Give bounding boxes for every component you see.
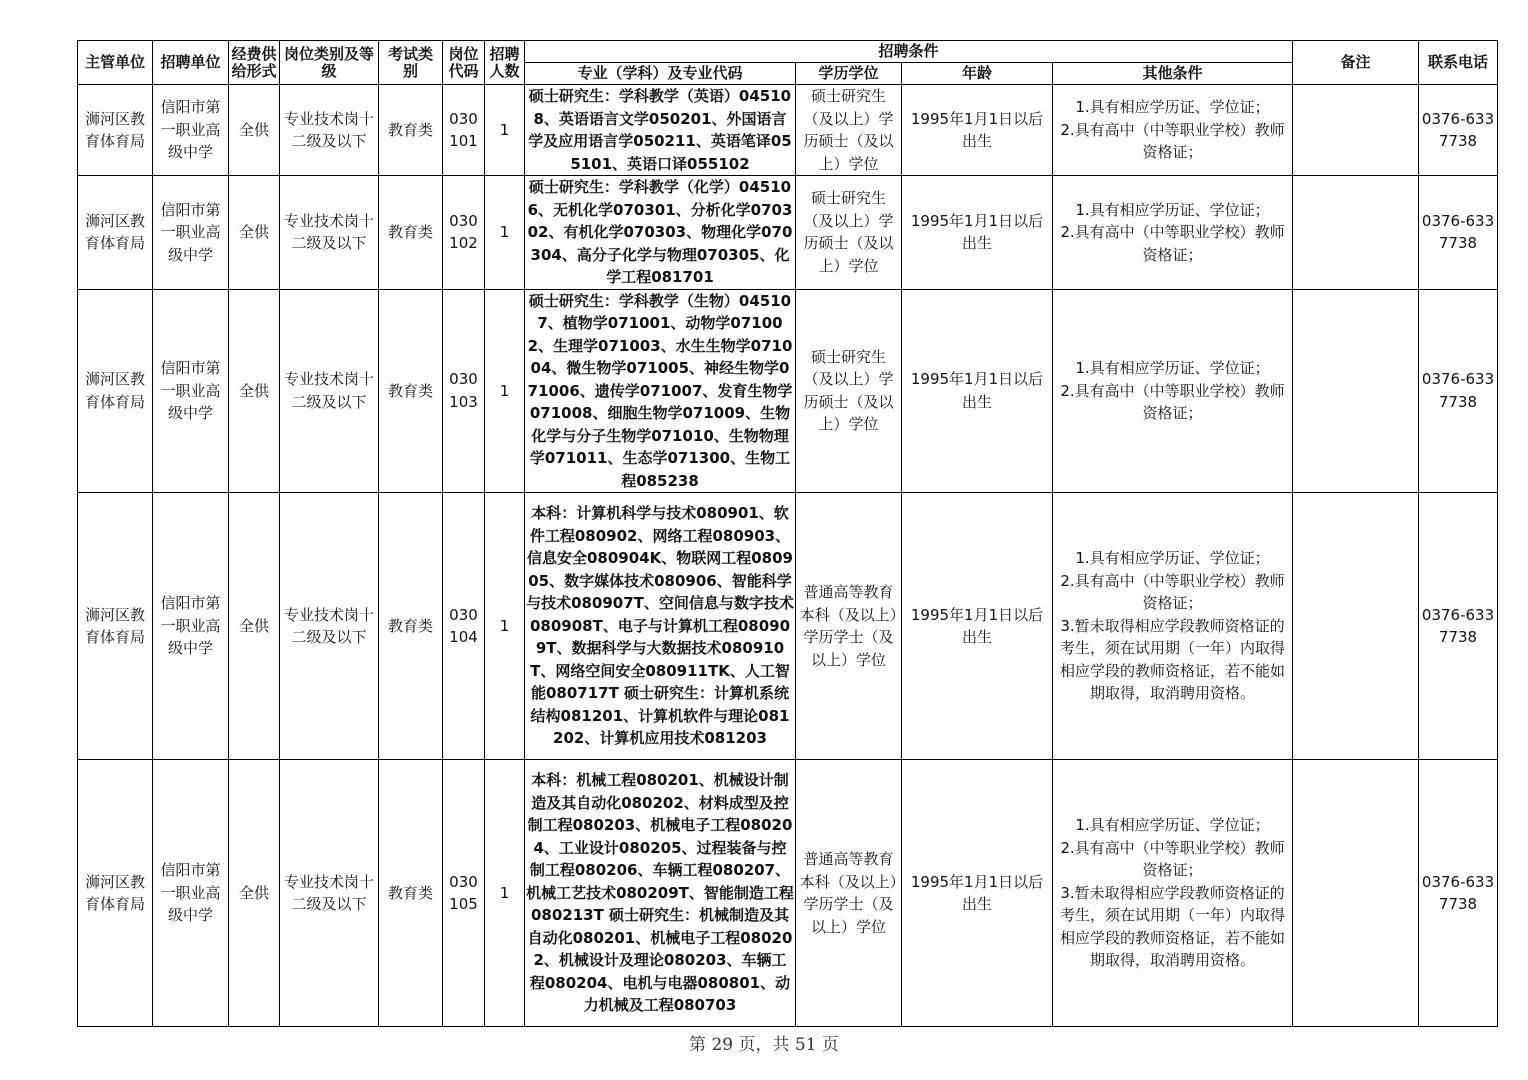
cell-other (1053, 85, 1293, 176)
cell-exam-type: 教育类 (379, 493, 443, 760)
header-count: 招聘人数 (485, 41, 525, 85)
other-condition: 3.暂未取得相应学段教师资格证的考生，须在试用期（一年）内取得相应学段的教师资格证，若不能如期取得，取消聘用资格。 (1060, 883, 1286, 970)
header-conditions: 招聘条件 (525, 41, 1293, 63)
cell-funding: 全供 (229, 176, 280, 290)
header-age: 年龄 (902, 63, 1053, 85)
cell-phone: 0376-6337738 (1419, 760, 1498, 1027)
cell-other (1053, 176, 1293, 290)
cell-major: 本科：机械工程080201、机械设计制造及其自动化080202、材料成型及控制工程080203、机械电子工程080204、工业设计080205、过程装备与控制工程080206、车辆工程080207、机械工艺技术080209T、智能制造工程080213T 硕士研究生：机械制造及其自动化080201、机械电子工程080202、机械设计及理论080203、车辆工程080204、电机与电器080801、动力机械及工程080703 (525, 760, 796, 1027)
cell-age: 1995年1月1日以后出生 (902, 176, 1053, 290)
cell-education: 硕士研究生（及以上）学历硕士（及以上）学位 (796, 176, 902, 290)
other-condition: 2.具有高中（中等职业学校）教师资格证； (1060, 381, 1285, 422)
cell-education: 普通高等教育本科（及以上）学历学士（及以上）学位 (796, 760, 902, 1027)
cell-post-type: 专业技术岗十二级及以下 (280, 760, 379, 1027)
table-row (78, 176, 1498, 290)
cell-supervisor: 浉河区教育体育局 (78, 85, 153, 176)
cell-funding: 全供 (229, 493, 280, 760)
cell-exam-type: 教育类 (379, 85, 443, 176)
cell-phone: 0376-6337738 (1419, 176, 1498, 290)
header-funding: 经费供给形式 (229, 41, 280, 85)
cell-post-type: 专业技术岗十二级及以下 (280, 85, 379, 176)
header-major: 专业（学科）及专业代码 (525, 63, 796, 85)
cell-employer: 信阳市第一职业高级中学 (153, 289, 229, 493)
other-condition: 2.具有高中（中等职业学校）教师资格证； (1060, 223, 1285, 264)
cell-post-code: 030101 (443, 85, 485, 176)
cell-remarks (1293, 289, 1419, 493)
cell-major: 硕士研究生：学科教学（生物）045107、植物学071001、动物学071002、生理学071003、水生生物学071004、微生物学071005、神经生物学071006、遗传学071007、发育生物学071008、细胞生物学071009、生物化学与分子生物学071010、生物物理学071011、生态学071300、生物工程085238 (525, 289, 796, 493)
cell-post-code: 030103 (443, 289, 485, 493)
header-remarks: 备注 (1293, 41, 1419, 85)
cell-count: 1 (485, 176, 525, 290)
cell-other (1053, 493, 1293, 760)
cell-phone: 0376-6337738 (1419, 493, 1498, 760)
cell-count: 1 (485, 289, 525, 493)
cell-remarks (1293, 176, 1419, 290)
cell-major: 硕士研究生：学科教学（英语）045108、英语语言文学050201、外国语言学及应用语言学050211、英语笔译055101、英语口译055102 (525, 85, 796, 176)
header-employer: 招聘单位 (153, 41, 229, 85)
other-condition: 1.具有相应学历证、学位证； (1075, 200, 1270, 219)
table-row (78, 85, 1498, 176)
cell-education: 硕士研究生（及以上）学历硕士（及以上）学位 (796, 85, 902, 176)
cell-age: 1995年1月1日以后出生 (902, 289, 1053, 493)
cell-remarks (1293, 493, 1419, 760)
cell-exam-type: 教育类 (379, 176, 443, 290)
cell-age: 1995年1月1日以后出生 (902, 760, 1053, 1027)
cell-funding: 全供 (229, 760, 280, 1027)
cell-remarks (1293, 760, 1419, 1027)
cell-major: 本科：计算机科学与技术080901、软件工程080902、网络工程080903、信息安全080904K、物联网工程080905、数字媒体技术080906、智能科学与技术080907T、空间信息与数字技术080908T、电子与计算机工程080909T、数据科学与大数据技术080910T、网络空间安全080911TK、人工智能080717T 硕士研究生：计算机系统结构081201、计算机软件与理论081202、计算机应用技术081203 (525, 493, 796, 760)
table-row (78, 493, 1498, 760)
cell-post-type: 专业技术岗十二级及以下 (280, 289, 379, 493)
header-education: 学历学位 (796, 63, 902, 85)
cell-post-code: 030105 (443, 760, 485, 1027)
cell-phone: 0376-6337738 (1419, 85, 1498, 176)
cell-exam-type: 教育类 (379, 289, 443, 493)
other-condition: 1.具有相应学历证、学位证； (1075, 816, 1270, 835)
header-post-type: 岗位类别及等级 (280, 41, 379, 85)
cell-post-code: 030104 (443, 493, 485, 760)
cell-employer: 信阳市第一职业高级中学 (153, 85, 229, 176)
cell-employer: 信阳市第一职业高级中学 (153, 176, 229, 290)
cell-remarks (1293, 85, 1419, 176)
table-row (78, 289, 1498, 493)
header-exam-type: 考试类别 (379, 41, 443, 85)
cell-count: 1 (485, 760, 525, 1027)
table-row (78, 760, 1498, 1027)
other-condition: 1.具有相应学历证、学位证； (1075, 98, 1270, 117)
header-supervisor: 主管单位 (78, 41, 153, 85)
cell-supervisor: 浉河区教育体育局 (78, 289, 153, 493)
cell-supervisor: 浉河区教育体育局 (78, 176, 153, 290)
other-condition: 1.具有相应学历证、学位证； (1075, 359, 1270, 377)
other-condition: 3.暂未取得相应学段教师资格证的考生，须在试用期（一年）内取得相应学段的教师资格证，若不能如期取得，取消聘用资格。 (1060, 616, 1286, 703)
header-phone: 联系电话 (1419, 41, 1498, 85)
cell-supervisor: 浉河区教育体育局 (78, 493, 153, 760)
cell-employer: 信阳市第一职业高级中学 (153, 493, 229, 760)
recruitment-table (77, 40, 1498, 1027)
cell-employer: 信阳市第一职业高级中学 (153, 760, 229, 1027)
cell-major: 硕士研究生：学科教学（化学）045106、无机化学070301、分析化学070302、有机化学070303、物理化学070304、高分子化学与物理070305、化学工程081701 (525, 176, 796, 290)
cell-education: 普通高等教育本科（及以上）学历学士（及以上）学位 (796, 493, 902, 760)
cell-post-type: 专业技术岗十二级及以下 (280, 493, 379, 760)
cell-count: 1 (485, 493, 525, 760)
cell-count: 1 (485, 85, 525, 176)
cell-education: 硕士研究生（及以上）学历硕士（及以上）学位 (796, 289, 902, 493)
cell-funding: 全供 (229, 85, 280, 176)
other-condition: 2.具有高中（中等职业学校）教师资格证； (1060, 571, 1285, 613)
other-condition: 2.具有高中（中等职业学校）教师资格证； (1060, 120, 1285, 162)
page-footer: 第 29 页，共 51 页 (689, 1035, 839, 1055)
cell-age: 1995年1月1日以后出生 (902, 493, 1053, 760)
cell-post-type: 专业技术岗十二级及以下 (280, 176, 379, 290)
header-post-code: 岗位代码 (443, 41, 485, 85)
cell-post-code: 030102 (443, 176, 485, 290)
other-condition: 2.具有高中（中等职业学校）教师资格证； (1060, 838, 1285, 880)
cell-other (1053, 760, 1293, 1027)
cell-age: 1995年1月1日以后出生 (902, 85, 1053, 176)
cell-exam-type: 教育类 (379, 760, 443, 1027)
header-other: 其他条件 (1053, 63, 1293, 85)
cell-other (1053, 289, 1293, 493)
cell-phone: 0376-6337738 (1419, 289, 1498, 493)
other-condition: 1.具有相应学历证、学位证； (1075, 549, 1270, 568)
cell-funding: 全供 (229, 289, 280, 493)
cell-supervisor: 浉河区教育体育局 (78, 760, 153, 1027)
